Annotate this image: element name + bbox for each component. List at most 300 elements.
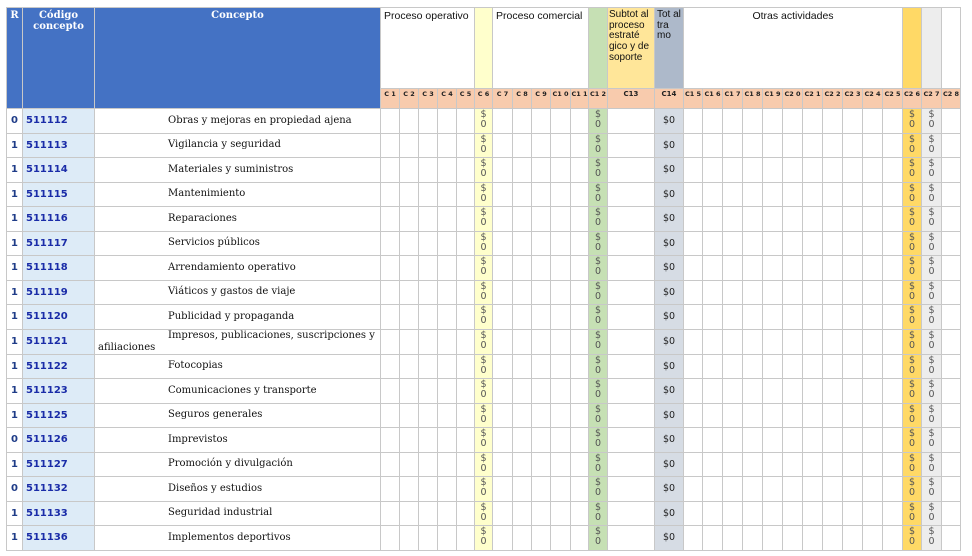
value-cell[interactable] (883, 182, 903, 207)
value-cell[interactable] (763, 231, 783, 256)
c14-total[interactable]: $0 (655, 182, 684, 207)
row-code[interactable]: 511125 (23, 403, 95, 428)
value-cell[interactable] (493, 158, 513, 183)
value-cell[interactable] (493, 477, 513, 502)
value-cell[interactable] (608, 158, 655, 183)
value-cell[interactable] (532, 428, 551, 453)
value-cell[interactable] (684, 526, 703, 551)
row-code[interactable]: 511113 (23, 133, 95, 158)
value-cell[interactable] (438, 477, 457, 502)
value-cell[interactable] (942, 158, 961, 183)
c27-value[interactable] (922, 158, 942, 183)
value-cell[interactable] (883, 379, 903, 404)
c6-value[interactable] (475, 158, 493, 183)
value-cell[interactable] (723, 329, 743, 354)
value-cell[interactable] (381, 280, 400, 305)
c6-value[interactable] (475, 403, 493, 428)
value-cell[interactable] (608, 428, 655, 453)
value-cell[interactable] (438, 256, 457, 281)
value-cell[interactable] (571, 526, 589, 551)
value-cell[interactable] (438, 329, 457, 354)
value-cell[interactable] (551, 526, 571, 551)
value-cell[interactable] (493, 428, 513, 453)
value-cell[interactable] (883, 256, 903, 281)
value-cell[interactable] (513, 158, 532, 183)
value-cell[interactable] (551, 305, 571, 330)
value-cell[interactable] (723, 379, 743, 404)
value-cell[interactable] (803, 477, 823, 502)
value-cell[interactable] (763, 379, 783, 404)
c27-value[interactable] (922, 403, 942, 428)
value-cell[interactable] (438, 428, 457, 453)
value-cell[interactable] (823, 379, 843, 404)
value-cell[interactable] (419, 379, 438, 404)
value-cell[interactable] (743, 133, 763, 158)
value-cell[interactable] (803, 354, 823, 379)
c12-value[interactable] (589, 452, 608, 477)
value-cell[interactable] (381, 526, 400, 551)
value-cell[interactable] (381, 379, 400, 404)
value-cell[interactable] (438, 379, 457, 404)
row-code[interactable]: 511119 (23, 280, 95, 305)
value-cell[interactable] (684, 428, 703, 453)
value-cell[interactable] (843, 477, 863, 502)
value-cell[interactable] (863, 256, 883, 281)
value-cell[interactable] (843, 109, 863, 134)
value-cell[interactable] (763, 280, 783, 305)
value-cell[interactable] (883, 158, 903, 183)
c6-value[interactable] (475, 280, 493, 305)
c27-value[interactable] (922, 526, 942, 551)
c27-value[interactable] (922, 354, 942, 379)
value-cell[interactable] (438, 280, 457, 305)
value-cell[interactable] (863, 526, 883, 551)
value-cell[interactable] (803, 452, 823, 477)
value-cell[interactable] (703, 329, 723, 354)
c12-value[interactable] (589, 526, 608, 551)
value-cell[interactable] (783, 477, 803, 502)
value-cell[interactable] (400, 501, 419, 526)
value-cell[interactable] (863, 182, 883, 207)
value-cell[interactable] (883, 501, 903, 526)
value-cell[interactable] (684, 158, 703, 183)
c14-total[interactable]: $0 (655, 526, 684, 551)
value-cell[interactable] (942, 305, 961, 330)
value-cell[interactable] (743, 477, 763, 502)
value-cell[interactable] (532, 526, 551, 551)
value-cell[interactable] (843, 526, 863, 551)
value-cell[interactable] (493, 182, 513, 207)
value-cell[interactable] (571, 403, 589, 428)
value-cell[interactable] (608, 526, 655, 551)
value-cell[interactable] (532, 354, 551, 379)
value-cell[interactable] (703, 133, 723, 158)
value-cell[interactable] (803, 280, 823, 305)
value-cell[interactable] (608, 280, 655, 305)
value-cell[interactable] (493, 379, 513, 404)
c26-value[interactable] (903, 428, 922, 453)
value-cell[interactable] (513, 477, 532, 502)
value-cell[interactable] (400, 403, 419, 428)
value-cell[interactable] (703, 354, 723, 379)
value-cell[interactable] (843, 501, 863, 526)
value-cell[interactable] (942, 231, 961, 256)
c27-value[interactable] (922, 329, 942, 354)
value-cell[interactable] (457, 501, 475, 526)
value-cell[interactable] (863, 280, 883, 305)
value-cell[interactable] (419, 133, 438, 158)
c27-value[interactable] (922, 109, 942, 134)
value-cell[interactable] (723, 231, 743, 256)
value-cell[interactable] (703, 379, 723, 404)
value-cell[interactable] (803, 207, 823, 232)
value-cell[interactable] (381, 158, 400, 183)
value-cell[interactable] (571, 305, 589, 330)
value-cell[interactable] (551, 354, 571, 379)
value-cell[interactable] (438, 501, 457, 526)
c26-value[interactable] (903, 280, 922, 305)
value-cell[interactable] (532, 207, 551, 232)
c12-value[interactable] (589, 403, 608, 428)
c6-value[interactable] (475, 231, 493, 256)
value-cell[interactable] (823, 231, 843, 256)
value-cell[interactable] (843, 158, 863, 183)
value-cell[interactable] (743, 256, 763, 281)
value-cell[interactable] (400, 231, 419, 256)
value-cell[interactable] (843, 329, 863, 354)
value-cell[interactable] (438, 109, 457, 134)
value-cell[interactable] (513, 280, 532, 305)
value-cell[interactable] (457, 477, 475, 502)
value-cell[interactable] (457, 379, 475, 404)
value-cell[interactable] (457, 354, 475, 379)
value-cell[interactable] (532, 158, 551, 183)
value-cell[interactable] (551, 158, 571, 183)
value-cell[interactable] (684, 501, 703, 526)
value-cell[interactable] (608, 403, 655, 428)
value-cell[interactable] (513, 354, 532, 379)
c12-value[interactable] (589, 256, 608, 281)
c12-value[interactable] (589, 354, 608, 379)
value-cell[interactable] (783, 403, 803, 428)
value-cell[interactable] (400, 158, 419, 183)
c27-value[interactable] (922, 133, 942, 158)
value-cell[interactable] (684, 133, 703, 158)
value-cell[interactable] (942, 256, 961, 281)
value-cell[interactable] (419, 305, 438, 330)
value-cell[interactable] (723, 182, 743, 207)
value-cell[interactable] (703, 428, 723, 453)
c6-value[interactable] (475, 477, 493, 502)
value-cell[interactable] (863, 133, 883, 158)
value-cell[interactable] (400, 379, 419, 404)
value-cell[interactable] (457, 428, 475, 453)
c26-value[interactable] (903, 305, 922, 330)
value-cell[interactable] (942, 501, 961, 526)
value-cell[interactable] (723, 354, 743, 379)
value-cell[interactable] (743, 354, 763, 379)
c26-value[interactable] (903, 207, 922, 232)
c27-value[interactable] (922, 305, 942, 330)
value-cell[interactable] (571, 231, 589, 256)
value-cell[interactable] (684, 109, 703, 134)
value-cell[interactable] (381, 133, 400, 158)
value-cell[interactable] (783, 452, 803, 477)
value-cell[interactable] (883, 403, 903, 428)
value-cell[interactable] (942, 280, 961, 305)
value-cell[interactable] (703, 305, 723, 330)
value-cell[interactable] (457, 207, 475, 232)
value-cell[interactable] (381, 256, 400, 281)
value-cell[interactable] (703, 182, 723, 207)
value-cell[interactable] (493, 501, 513, 526)
row-code[interactable]: 511118 (23, 256, 95, 281)
value-cell[interactable] (419, 428, 438, 453)
value-cell[interactable] (608, 207, 655, 232)
value-cell[interactable] (571, 109, 589, 134)
value-cell[interactable] (513, 403, 532, 428)
value-cell[interactable] (513, 526, 532, 551)
value-cell[interactable] (743, 379, 763, 404)
value-cell[interactable] (942, 207, 961, 232)
value-cell[interactable] (608, 329, 655, 354)
c27-value[interactable] (922, 256, 942, 281)
value-cell[interactable] (608, 133, 655, 158)
value-cell[interactable] (419, 526, 438, 551)
value-cell[interactable] (743, 231, 763, 256)
value-cell[interactable] (942, 526, 961, 551)
value-cell[interactable] (703, 452, 723, 477)
c14-total[interactable]: $0 (655, 452, 684, 477)
value-cell[interactable] (823, 133, 843, 158)
value-cell[interactable] (532, 305, 551, 330)
c26-value[interactable] (903, 379, 922, 404)
value-cell[interactable] (763, 182, 783, 207)
value-cell[interactable] (763, 428, 783, 453)
c26-value[interactable] (903, 158, 922, 183)
value-cell[interactable] (863, 501, 883, 526)
value-cell[interactable] (843, 182, 863, 207)
value-cell[interactable] (438, 158, 457, 183)
c26-value[interactable] (903, 109, 922, 134)
value-cell[interactable] (863, 231, 883, 256)
value-cell[interactable] (684, 280, 703, 305)
value-cell[interactable] (942, 109, 961, 134)
value-cell[interactable] (493, 280, 513, 305)
value-cell[interactable] (783, 133, 803, 158)
value-cell[interactable] (438, 452, 457, 477)
row-code[interactable]: 511115 (23, 182, 95, 207)
value-cell[interactable] (684, 231, 703, 256)
value-cell[interactable] (513, 207, 532, 232)
c6-value[interactable] (475, 526, 493, 551)
value-cell[interactable] (684, 452, 703, 477)
value-cell[interactable] (381, 182, 400, 207)
value-cell[interactable] (381, 305, 400, 330)
value-cell[interactable] (942, 182, 961, 207)
value-cell[interactable] (743, 452, 763, 477)
value-cell[interactable] (438, 231, 457, 256)
c27-value[interactable] (922, 207, 942, 232)
value-cell[interactable] (883, 207, 903, 232)
value-cell[interactable] (551, 182, 571, 207)
value-cell[interactable] (400, 182, 419, 207)
value-cell[interactable] (551, 379, 571, 404)
value-cell[interactable] (803, 329, 823, 354)
value-cell[interactable] (400, 526, 419, 551)
c12-value[interactable] (589, 428, 608, 453)
value-cell[interactable] (703, 501, 723, 526)
value-cell[interactable] (381, 207, 400, 232)
value-cell[interactable] (783, 526, 803, 551)
row-code[interactable]: 511133 (23, 501, 95, 526)
value-cell[interactable] (608, 354, 655, 379)
value-cell[interactable] (684, 403, 703, 428)
value-cell[interactable] (608, 305, 655, 330)
value-cell[interactable] (381, 329, 400, 354)
value-cell[interactable] (513, 501, 532, 526)
value-cell[interactable] (723, 207, 743, 232)
value-cell[interactable] (419, 207, 438, 232)
value-cell[interactable] (703, 477, 723, 502)
value-cell[interactable] (513, 305, 532, 330)
c14-total[interactable]: $0 (655, 403, 684, 428)
c14-total[interactable]: $0 (655, 329, 684, 354)
value-cell[interactable] (863, 207, 883, 232)
value-cell[interactable] (551, 207, 571, 232)
row-code[interactable]: 511123 (23, 379, 95, 404)
value-cell[interactable] (863, 379, 883, 404)
value-cell[interactable] (438, 133, 457, 158)
value-cell[interactable] (823, 109, 843, 134)
c26-value[interactable] (903, 452, 922, 477)
value-cell[interactable] (608, 182, 655, 207)
value-cell[interactable] (419, 182, 438, 207)
value-cell[interactable] (763, 354, 783, 379)
value-cell[interactable] (493, 305, 513, 330)
c14-total[interactable]: $0 (655, 256, 684, 281)
value-cell[interactable] (803, 109, 823, 134)
value-cell[interactable] (457, 133, 475, 158)
value-cell[interactable] (823, 477, 843, 502)
value-cell[interactable] (381, 452, 400, 477)
c12-value[interactable] (589, 231, 608, 256)
value-cell[interactable] (743, 428, 763, 453)
value-cell[interactable] (532, 109, 551, 134)
c14-total[interactable]: $0 (655, 428, 684, 453)
c26-value[interactable] (903, 403, 922, 428)
c14-total[interactable]: $0 (655, 305, 684, 330)
value-cell[interactable] (783, 354, 803, 379)
value-cell[interactable] (513, 452, 532, 477)
row-code[interactable]: 511120 (23, 305, 95, 330)
value-cell[interactable] (803, 182, 823, 207)
c12-value[interactable] (589, 207, 608, 232)
row-code[interactable]: 511136 (23, 526, 95, 551)
c27-value[interactable] (922, 428, 942, 453)
value-cell[interactable] (883, 477, 903, 502)
value-cell[interactable] (783, 207, 803, 232)
value-cell[interactable] (803, 133, 823, 158)
value-cell[interactable] (438, 526, 457, 551)
value-cell[interactable] (400, 133, 419, 158)
value-cell[interactable] (457, 329, 475, 354)
value-cell[interactable] (942, 477, 961, 502)
value-cell[interactable] (723, 452, 743, 477)
value-cell[interactable] (532, 452, 551, 477)
value-cell[interactable] (532, 133, 551, 158)
c12-value[interactable] (589, 477, 608, 502)
value-cell[interactable] (532, 182, 551, 207)
c12-value[interactable] (589, 501, 608, 526)
value-cell[interactable] (400, 428, 419, 453)
value-cell[interactable] (684, 329, 703, 354)
c27-value[interactable] (922, 231, 942, 256)
c14-total[interactable]: $0 (655, 133, 684, 158)
row-code[interactable]: 511114 (23, 158, 95, 183)
value-cell[interactable] (684, 354, 703, 379)
value-cell[interactable] (763, 256, 783, 281)
c14-total[interactable]: $0 (655, 207, 684, 232)
value-cell[interactable] (843, 305, 863, 330)
c26-value[interactable] (903, 256, 922, 281)
value-cell[interactable] (843, 280, 863, 305)
value-cell[interactable] (571, 477, 589, 502)
value-cell[interactable] (571, 452, 589, 477)
value-cell[interactable] (400, 477, 419, 502)
row-code[interactable]: 511117 (23, 231, 95, 256)
value-cell[interactable] (723, 133, 743, 158)
value-cell[interactable] (400, 207, 419, 232)
value-cell[interactable] (823, 452, 843, 477)
value-cell[interactable] (551, 477, 571, 502)
row-code[interactable]: 511122 (23, 354, 95, 379)
value-cell[interactable] (703, 158, 723, 183)
value-cell[interactable] (883, 526, 903, 551)
c6-value[interactable] (475, 379, 493, 404)
value-cell[interactable] (608, 256, 655, 281)
value-cell[interactable] (400, 280, 419, 305)
value-cell[interactable] (803, 305, 823, 330)
value-cell[interactable] (457, 403, 475, 428)
value-cell[interactable] (438, 182, 457, 207)
value-cell[interactable] (551, 452, 571, 477)
c26-value[interactable] (903, 354, 922, 379)
value-cell[interactable] (863, 428, 883, 453)
value-cell[interactable] (823, 207, 843, 232)
value-cell[interactable] (823, 428, 843, 453)
c27-value[interactable] (922, 379, 942, 404)
value-cell[interactable] (532, 379, 551, 404)
value-cell[interactable] (863, 403, 883, 428)
value-cell[interactable] (843, 133, 863, 158)
value-cell[interactable] (703, 526, 723, 551)
value-cell[interactable] (571, 158, 589, 183)
value-cell[interactable] (763, 305, 783, 330)
value-cell[interactable] (457, 109, 475, 134)
value-cell[interactable] (493, 256, 513, 281)
c6-value[interactable] (475, 501, 493, 526)
value-cell[interactable] (783, 305, 803, 330)
value-cell[interactable] (743, 158, 763, 183)
value-cell[interactable] (883, 428, 903, 453)
row-code[interactable]: 511127 (23, 452, 95, 477)
c6-value[interactable] (475, 256, 493, 281)
c14-total[interactable]: $0 (655, 158, 684, 183)
c26-value[interactable] (903, 182, 922, 207)
value-cell[interactable] (532, 280, 551, 305)
value-cell[interactable] (763, 501, 783, 526)
